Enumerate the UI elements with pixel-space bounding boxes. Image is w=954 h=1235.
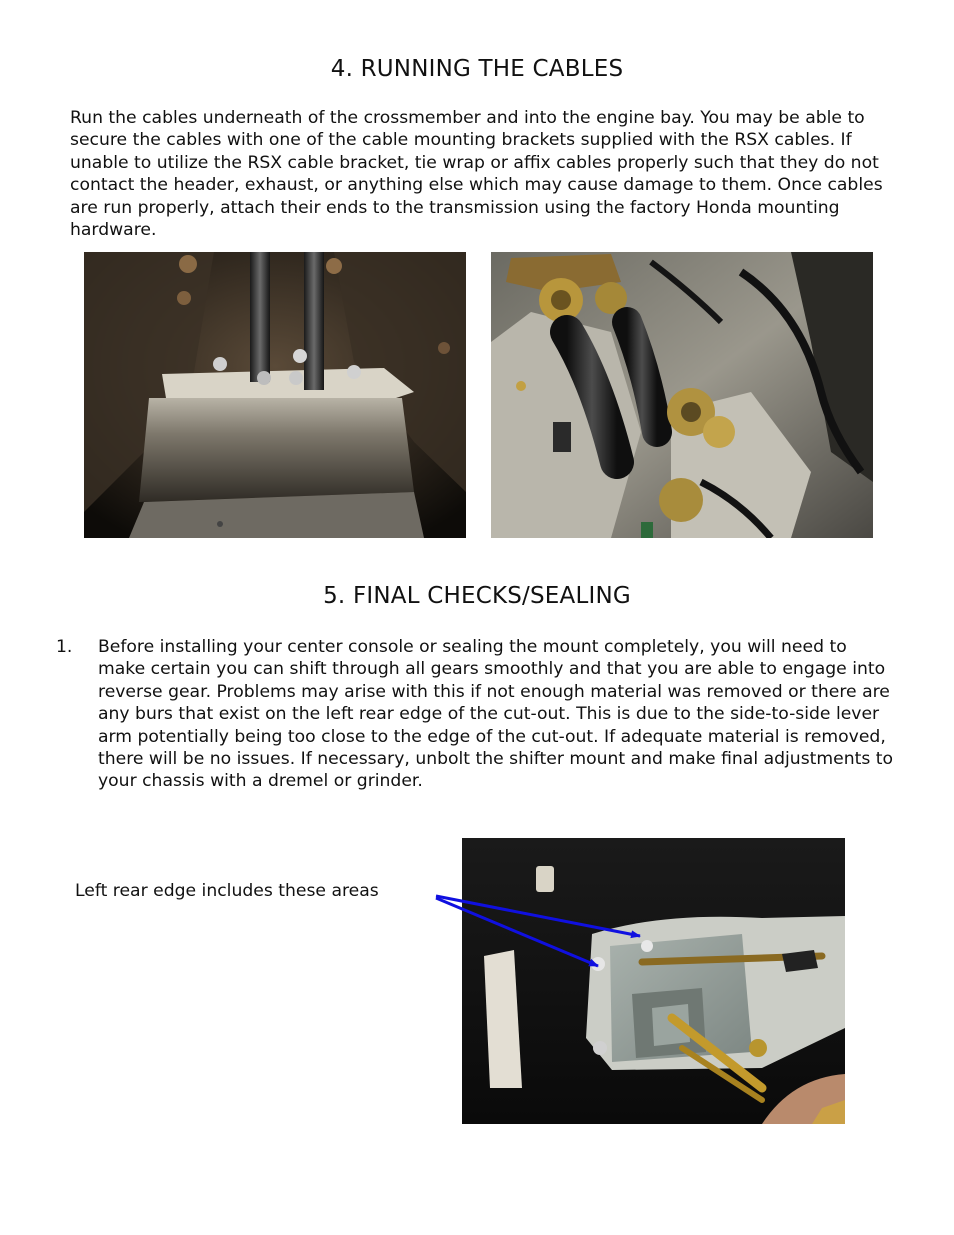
callout-label: Left rear edge includes these areas — [75, 881, 379, 901]
callout-arrow-upper — [436, 896, 640, 936]
section-5-heading: 5. FINAL CHECKS/SEALING — [323, 583, 631, 609]
section-4-heading: 4. RUNNING THE CABLES — [330, 56, 624, 82]
section-4-paragraph: Run the cables underneath of the crossmember and into the engine bay. You may be able to secure the cables with one of the cable mounting brackets supplied with the RSX cables. If unable to utilize the RSX cable bracket, tie wrap or affix cables properly such that they do not contact the header, exhaust, or anything else which may cause damage to them. Once cables are run properly, attach their ends to the transmission using the factory Honda mounting hardware. — [70, 108, 883, 241]
callout-arrow-lower — [436, 898, 598, 966]
list-item: Before installing your center console or sealing the mount completely, you will need to make certain you can shift through all gears smoothly and that you are able to engage into reverse gear. Problems may arise with this if not enough material was removed or there are any burs that exist on the left rear edge of the cut-out. This is due to the side-to-side lever arm potentially being too close to the edge of the cut-out. If adequate material is removed, there will be no issues. If necessary, unbolt the shifter mount and make final adjustments to your chassis with a dremel or grinder. — [98, 637, 894, 792]
list-item-number: 1. — [56, 637, 73, 657]
